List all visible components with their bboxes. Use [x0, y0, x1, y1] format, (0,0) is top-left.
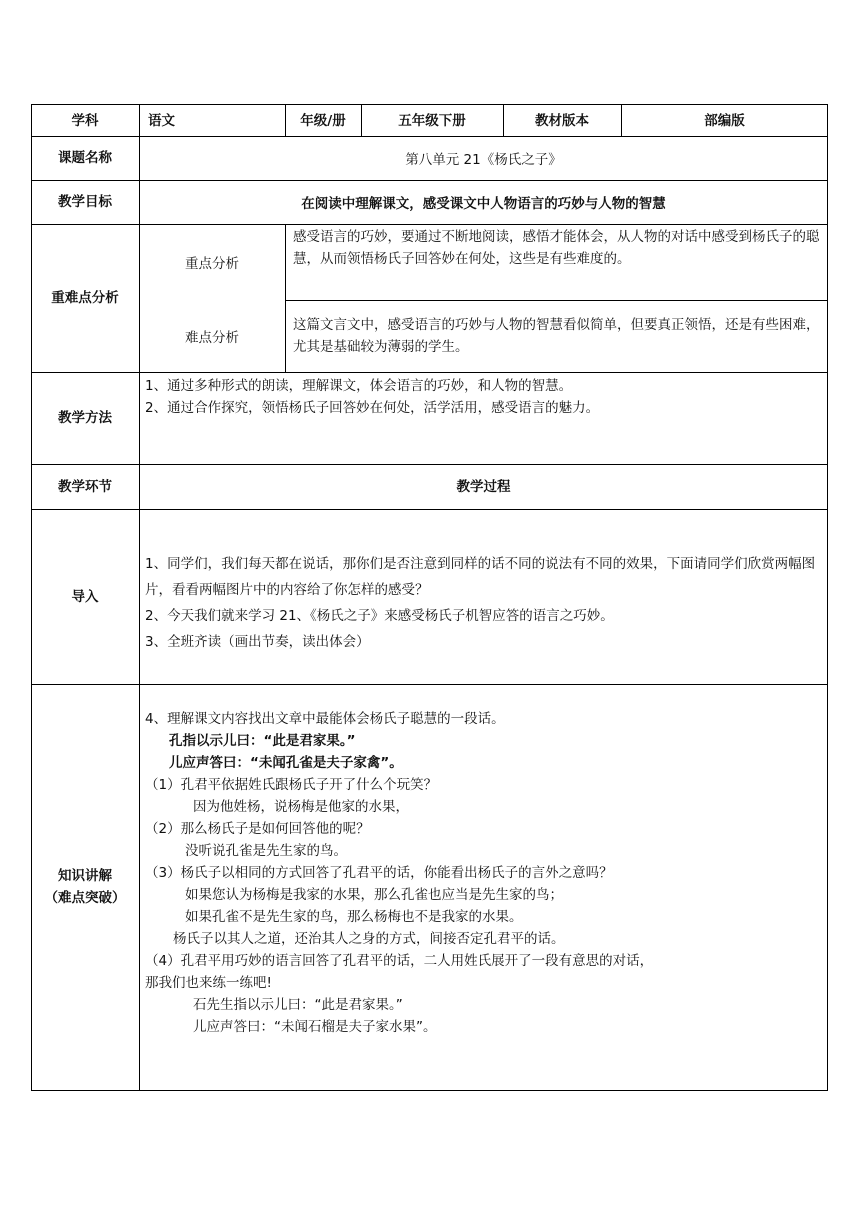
method-line: 1、通过多种形式的朗读，理解课文，体会语言的巧妙，和人物的智慧。: [145, 378, 573, 394]
knowledge-line: 4、理解课文内容找出文章中最能体会杨氏子聪慧的一段话。: [145, 711, 505, 727]
table-border: [31, 372, 828, 373]
knowledge-label: [31, 684, 139, 1090]
lesson-plan-table: [31, 104, 828, 1091]
key-analysis-text: 感受语言的巧妙，要通过不断地阅读，感悟才能体会，从人物的对话中感受到杨氏子的聪慧，从而领悟杨氏子回答妙在何处，这些是有些难度的。: [293, 229, 820, 267]
table-border: [31, 1090, 828, 1091]
grade-label: 年级/册: [300, 112, 346, 129]
goal-text: 在阅读中理解课文，感受课文中人物语言的巧妙与人物的智慧: [301, 196, 666, 212]
method-content: [145, 375, 821, 461]
knowledge-content: [145, 708, 825, 1088]
goal-label: 教学目标: [58, 194, 112, 210]
grade-value: 五年级下册: [398, 112, 466, 129]
knowledge-line: 杨氏子以其人之道，还治其人之身的方式，间接否定孔君平的话。: [173, 931, 565, 947]
knowledge-line: （4）孔君平用巧妙的语言回答了孔君平的话，二人用姓氏展开了一段有意思的对话，: [145, 953, 654, 969]
lesson-title: 第八单元 21《杨氏之子》: [405, 152, 562, 168]
edition-value: 部编版: [704, 112, 745, 129]
intro-content: [145, 551, 823, 681]
knowledge-line: 石先生指以示儿曰：“此是君家果。”: [193, 997, 403, 1013]
knowledge-line: 因为他姓杨，说杨梅是他家的水果，: [193, 799, 409, 815]
knowledge-label-line2: （难点突破）: [44, 890, 126, 906]
intro-line: 2、今天我们就来学习 21、《杨氏之子》来感受杨氏子机智应答的语言之巧妙。: [145, 608, 614, 624]
hard-analysis-text: 这篇文言文中，感受语言的巧妙与人物的智慧看似简单，但要真正领悟，还是有些困难，尤其是基础较为薄弱的学生。: [293, 317, 820, 355]
method-line: 2、通过合作探究，领悟杨氏子回答妙在何处，活学活用，感受语言的魅力。: [145, 400, 600, 416]
knowledge-line: （3）杨氏子以相同的方式回答了孔君平的话，你能看出杨氏子的言外之意吗？: [145, 865, 613, 881]
knowledge-line: 如果您认为杨梅是我家的水果，那么孔雀也应当是先生家的鸟；: [185, 887, 563, 903]
knowledge-label-line1: 知识讲解: [58, 868, 112, 884]
knowledge-line: 没听说孔雀是先生家的鸟。: [185, 843, 347, 859]
edition-label: 教材版本: [535, 112, 589, 129]
table-border: [285, 224, 286, 373]
subject-value: 语文: [148, 112, 175, 129]
table-border: [31, 509, 828, 510]
table-border: [827, 104, 828, 1091]
stage-label: 教学环节: [58, 478, 112, 495]
lesson-label: 课题名称: [58, 150, 112, 166]
knowledge-line: （2）那么杨氏子是如何回答他的呢？: [145, 821, 370, 837]
intro-label: 导入: [71, 588, 99, 605]
knowledge-line: （1）孔君平依据姓氏跟杨氏子开了什么个玩笑？: [145, 777, 438, 793]
table-border: [285, 300, 828, 301]
knowledge-line: 儿应声答曰：“未闻石榴是夫子家水果”。: [193, 1019, 437, 1035]
analysis-label: 重难点分析: [51, 290, 119, 306]
key-analysis-label: 重点分析: [185, 256, 239, 272]
knowledge-line: 如果孔雀不是先生家的鸟，那么杨梅也不是我家的水果。: [185, 909, 523, 925]
subject-label: 学科: [71, 112, 99, 129]
process-header: 教学过程: [456, 478, 511, 495]
hard-analysis-label: 难点分析: [185, 330, 239, 346]
knowledge-line: 那我们也来练一练吧!: [145, 975, 272, 991]
quote-line: 儿应声答曰：“未闻孔雀是夫子家禽”。: [169, 755, 403, 771]
table-border: [31, 684, 828, 685]
intro-line: 1、同学们，我们每天都在说话，那你们是否注意到同样的话不同的说法有不同的效果，下面请同学们欣赏两幅图片，看看两幅图片中的内容给了你怎样的感受？: [145, 556, 816, 598]
intro-line: 3、全班齐读（画出节奏，读出体会）: [145, 634, 370, 650]
quote-line: 孔指以示儿曰：“此是君家果。”: [169, 733, 356, 749]
method-label: 教学方法: [58, 410, 112, 426]
